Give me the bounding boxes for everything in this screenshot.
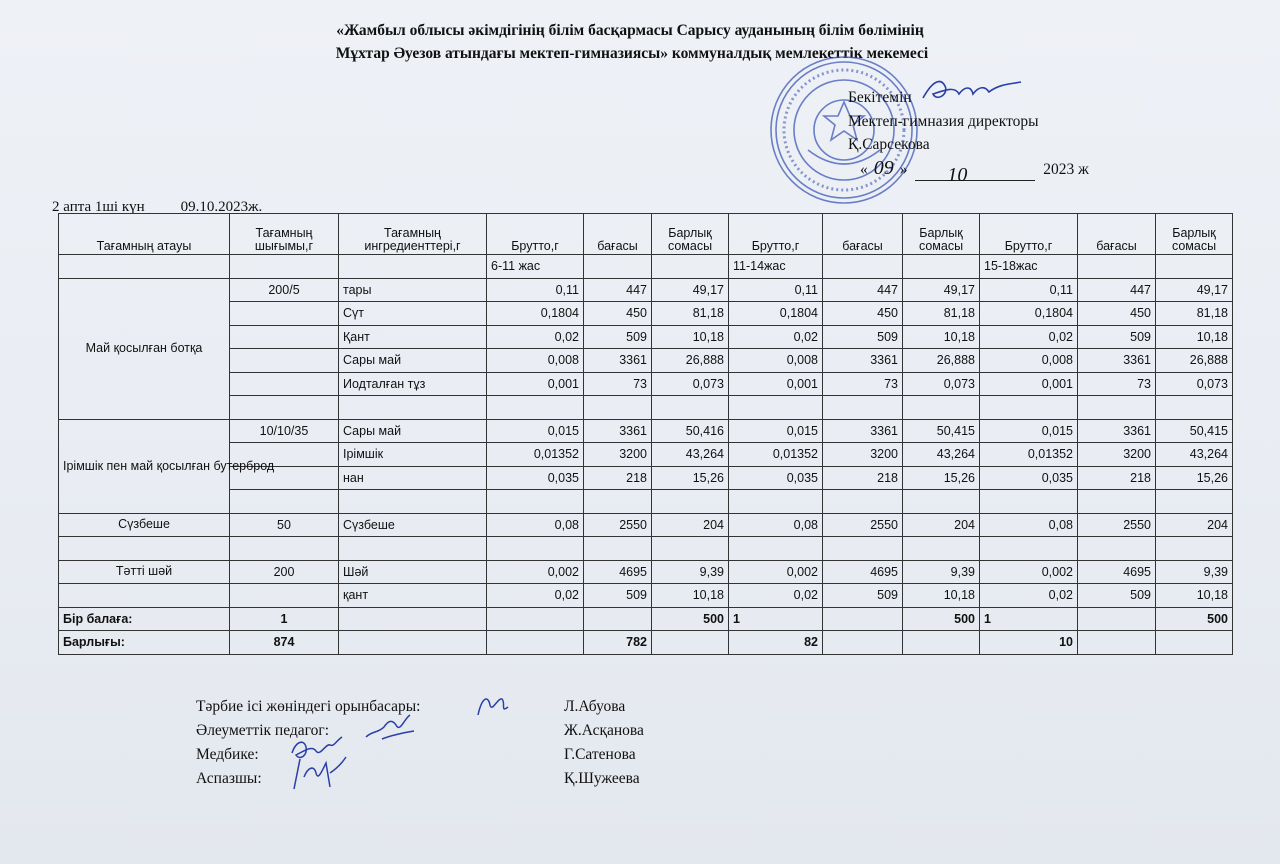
header-line-2: Мұхтар Әуезов атындағы мектеп-гимназиясы» коммуналдық мемлекеттік мекемесі — [335, 45, 929, 62]
cell: 0,001 — [487, 372, 584, 396]
cell: 81,18 — [1156, 302, 1233, 326]
table-row — [59, 302, 1233, 326]
cell: 0,1804 — [980, 302, 1078, 326]
signature-role: Аспазшы: — [196, 770, 262, 787]
cell: 218 — [1078, 466, 1156, 490]
signature-role: Әлеуметтік педагог: — [196, 722, 330, 739]
cell: 0,002 — [729, 560, 823, 584]
table-row-empty — [59, 396, 1233, 420]
signature-name: Л.Абуова — [564, 698, 626, 715]
cell: 43,264 — [903, 443, 980, 467]
ingredient: нан — [339, 466, 487, 490]
cell: 3361 — [823, 349, 903, 373]
cell: 0,1804 — [729, 302, 823, 326]
cell: 0,11 — [980, 278, 1078, 302]
dish-name: Май қосылған ботқа — [59, 278, 230, 419]
col-header: Барлық сомасы — [903, 214, 980, 255]
cell: 0,035 — [487, 466, 584, 490]
cell: 3361 — [584, 419, 652, 443]
approval-director-name: Қ.Сарсекова — [848, 136, 930, 153]
cell: 447 — [584, 278, 652, 302]
per-child-yield: 1 — [230, 607, 339, 631]
dish-yield: 200 — [230, 560, 339, 584]
per-child-count-3: 1 — [980, 607, 1078, 631]
signature-role: Тәрбие ісі жөніндегі орынбасары: — [196, 698, 421, 715]
cell: 204 — [652, 513, 729, 537]
col-header: Брутто,г — [980, 214, 1078, 255]
age-group-label: 15-18жас — [980, 255, 1078, 279]
table-row — [59, 419, 1233, 443]
approval-block — [848, 86, 1089, 186]
cell: 204 — [903, 513, 980, 537]
cell: 0,01352 — [980, 443, 1078, 467]
dish-yield: 10/10/35 — [230, 419, 339, 443]
age-group-label: 6-11 жас — [487, 255, 584, 279]
per-child-count-2: 1 — [729, 607, 823, 631]
col-header: Тағамның ингредиенттері,г — [339, 214, 487, 255]
cell: 15,26 — [652, 466, 729, 490]
cell: 509 — [823, 584, 903, 608]
cell: 0,08 — [487, 513, 584, 537]
cell: 0,02 — [487, 325, 584, 349]
signature-name: Ж.Асқанова — [564, 722, 644, 739]
col-header: Брутто,г — [729, 214, 823, 255]
cell: 2550 — [1078, 513, 1156, 537]
cell: 2550 — [584, 513, 652, 537]
date-month: 10 — [947, 164, 968, 186]
cell: 509 — [823, 325, 903, 349]
table-row — [59, 513, 1233, 537]
cell: 4695 — [584, 560, 652, 584]
cell: 43,264 — [1156, 443, 1233, 467]
col-header: бағасы — [584, 214, 652, 255]
cell: 509 — [584, 584, 652, 608]
cell: 9,39 — [652, 560, 729, 584]
cell: 0,073 — [903, 372, 980, 396]
cell: 10,18 — [1156, 584, 1233, 608]
cell: 0,001 — [729, 372, 823, 396]
cell: 218 — [584, 466, 652, 490]
cell: 50,416 — [652, 419, 729, 443]
cell: 0,035 — [980, 466, 1078, 490]
cell: 0,015 — [729, 419, 823, 443]
table-row-empty — [59, 490, 1233, 514]
cell: 0,073 — [1156, 372, 1233, 396]
cell: 0,11 — [729, 278, 823, 302]
table-header-row — [59, 214, 1233, 255]
cell: 509 — [1078, 584, 1156, 608]
ingredient: Сары май — [339, 419, 487, 443]
cell: 509 — [584, 325, 652, 349]
total-value-3: 10 — [980, 631, 1078, 655]
cell: 3361 — [823, 419, 903, 443]
cell: 50,415 — [903, 419, 980, 443]
total-yield: 874 — [230, 631, 339, 655]
cell: 0,02 — [487, 584, 584, 608]
dish-name: Тәтті шәй — [59, 560, 230, 584]
table-row — [59, 372, 1233, 396]
cell: 3361 — [1078, 419, 1156, 443]
cell: 81,18 — [652, 302, 729, 326]
cell: 10,18 — [903, 584, 980, 608]
date-year: 2023 ж — [1043, 160, 1089, 178]
cell: 73 — [823, 372, 903, 396]
cell: 26,888 — [652, 349, 729, 373]
ingredient: Сары май — [339, 349, 487, 373]
per-child-row — [59, 607, 1233, 631]
col-header: Брутто,г — [487, 214, 584, 255]
handwritten-signature — [286, 753, 350, 793]
cell: 10,18 — [652, 325, 729, 349]
dish-name: Ірімшік пен май қосылған бутерброд — [59, 419, 230, 513]
signature-row — [196, 767, 640, 791]
menu-table — [58, 213, 1233, 655]
signature-name: Қ.Шужеева — [564, 770, 640, 787]
cell: 0,002 — [487, 560, 584, 584]
dish-yield: 50 — [230, 513, 339, 537]
cell: 10,18 — [903, 325, 980, 349]
per-child-sum-3: 500 — [1156, 607, 1233, 631]
signature-role: Медбике: — [196, 746, 259, 763]
col-header: Тағамның шығымы,г — [230, 214, 339, 255]
cell: 0,02 — [729, 325, 823, 349]
age-group-label: 11-14жас — [729, 255, 823, 279]
cell: 0,015 — [980, 419, 1078, 443]
table-row-empty — [59, 537, 1233, 561]
cell: 0,002 — [980, 560, 1078, 584]
ingredient: Шәй — [339, 560, 487, 584]
cell: 0,1804 — [487, 302, 584, 326]
cell: 15,26 — [1156, 466, 1233, 490]
cell: 0,008 — [487, 349, 584, 373]
cell: 2550 — [823, 513, 903, 537]
cell: 450 — [584, 302, 652, 326]
cell: 0,008 — [729, 349, 823, 373]
per-child-sum-2: 500 — [903, 607, 980, 631]
cell: 15,26 — [903, 466, 980, 490]
cell: 49,17 — [652, 278, 729, 302]
ingredient: Сүт — [339, 302, 487, 326]
col-header: Барлық сомасы — [652, 214, 729, 255]
table-row — [59, 278, 1233, 302]
cell: 49,17 — [1156, 278, 1233, 302]
dish-yield: 200/5 — [230, 278, 339, 302]
col-header: Барлық сомасы — [1156, 214, 1233, 255]
cell: 218 — [823, 466, 903, 490]
signature-name: Г.Сатенова — [564, 746, 636, 763]
cell: 3200 — [1078, 443, 1156, 467]
ingredient: тары — [339, 278, 487, 302]
cell: 0,001 — [980, 372, 1078, 396]
date-open-quote: « — [860, 160, 868, 178]
cell: 447 — [1078, 278, 1156, 302]
cell: 0,11 — [487, 278, 584, 302]
cell: 0,02 — [980, 325, 1078, 349]
cell: 0,08 — [980, 513, 1078, 537]
table-row — [59, 560, 1233, 584]
total-value-2: 82 — [729, 631, 823, 655]
age-group-row — [59, 255, 1233, 279]
cell: 0,08 — [729, 513, 823, 537]
date-month-line — [915, 164, 1035, 186]
week-day: 2 апта 1ші күн — [52, 199, 145, 215]
cell: 0,01352 — [487, 443, 584, 467]
handwritten-signature — [474, 693, 514, 721]
cell: 0,073 — [652, 372, 729, 396]
cell: 26,888 — [903, 349, 980, 373]
ingredient: қант — [339, 584, 487, 608]
header-line-1: «Жамбыл облысы әкімдігінің білім басқармасы Сарысу ауданының білім бөлімінің — [336, 22, 924, 39]
approval-title: Бекітемін — [848, 89, 912, 106]
total-row — [59, 631, 1233, 655]
cell: 10,18 — [652, 584, 729, 608]
col-header: бағасы — [1078, 214, 1156, 255]
table-row — [59, 349, 1233, 373]
date-close-quote: » — [899, 160, 908, 178]
table-row — [59, 584, 1233, 608]
cell: 81,18 — [903, 302, 980, 326]
menu-date: 09.10.2023ж. — [180, 199, 263, 215]
cell: 3361 — [584, 349, 652, 373]
cell: 73 — [584, 372, 652, 396]
cell: 4695 — [1078, 560, 1156, 584]
cell: 9,39 — [903, 560, 980, 584]
table-row — [59, 325, 1233, 349]
per-child-label: Бір балаға: — [59, 607, 230, 631]
ingredient: Сүзбеше — [339, 513, 487, 537]
cell: 50,415 — [1156, 419, 1233, 443]
date-day: 09 — [873, 156, 894, 179]
cell: 49,17 — [903, 278, 980, 302]
dish-name: Сүзбеше — [59, 513, 230, 537]
cell: 450 — [1078, 302, 1156, 326]
cell: 26,888 — [1156, 349, 1233, 373]
cell: 0,02 — [729, 584, 823, 608]
total-value-1: 782 — [584, 631, 652, 655]
col-header: бағасы — [823, 214, 903, 255]
cell: 0,015 — [487, 419, 584, 443]
approval-date — [860, 156, 1089, 186]
cell: 450 — [823, 302, 903, 326]
handwritten-signature — [362, 711, 418, 745]
total-label: Барлығы: — [59, 631, 230, 655]
cell: 73 — [1078, 372, 1156, 396]
signatures-block — [196, 695, 644, 791]
cell: 4695 — [823, 560, 903, 584]
cell: 0,01352 — [729, 443, 823, 467]
approval-position: Мектеп-гимназия директоры — [848, 112, 1039, 130]
per-child-sum-1: 500 — [652, 607, 729, 631]
ingredient: Қант — [339, 325, 487, 349]
cell: 3200 — [584, 443, 652, 467]
cell: 10,18 — [1156, 325, 1233, 349]
ingredient: Иодталған тұз — [339, 372, 487, 396]
ingredient: Ірімшік — [339, 443, 487, 467]
cell: 3200 — [823, 443, 903, 467]
cell: 204 — [1156, 513, 1233, 537]
cell: 9,39 — [1156, 560, 1233, 584]
cell: 43,264 — [652, 443, 729, 467]
cell: 509 — [1078, 325, 1156, 349]
cell: 0,035 — [729, 466, 823, 490]
cell: 0,008 — [980, 349, 1078, 373]
col-header: Тағамның атауы — [59, 214, 230, 255]
cell: 0,02 — [980, 584, 1078, 608]
cell: 3361 — [1078, 349, 1156, 373]
cell: 447 — [823, 278, 903, 302]
